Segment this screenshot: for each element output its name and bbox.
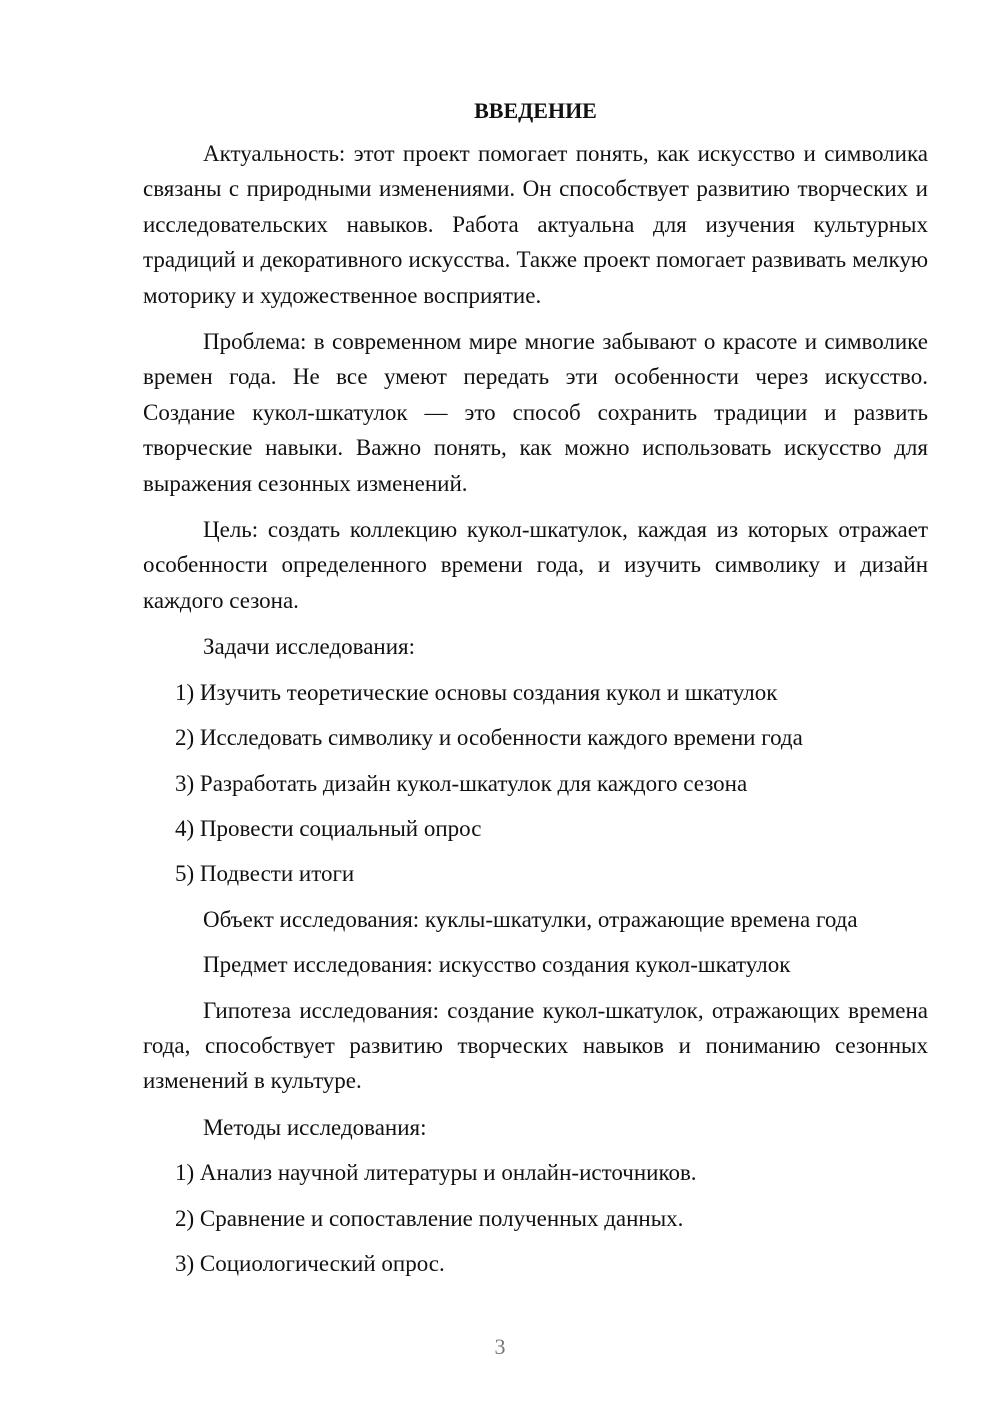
relevance-paragraph: Актуальность: этот проект помогает понять, как искусство и символика связаны с природными изменениями. Он способствует развитию творческих и исследовательских навыков. Работа актуальна для изучения культурных традиций и декоративного искусства. Также проект помогает развивать мелкую моторику и художественное восприятие. xyxy=(143,141,928,308)
list-item: 1) Изучить теоретические основы создания кукол и шкатулок xyxy=(175,679,778,705)
tasks-heading: Задачи исследования: xyxy=(203,634,416,660)
goal-paragraph: Цель: создать коллекцию кукол-шкатулок, каждая из которых отражает особенности определенного времени года, и изучить символику и дизайн каждого сезона. xyxy=(143,517,928,613)
list-item: 1) Анализ научной литературы и онлайн-источников. xyxy=(175,1160,697,1186)
list-item: 3) Разработать дизайн кукол-шкатулок для каждого сезона xyxy=(175,770,748,796)
hypothesis-paragraph: Гипотеза исследования: создание кукол-шкатулок, отражающих времена года, способствует развитию творческих навыков и пониманию сезонных изменений в культуре. xyxy=(143,997,928,1094)
methods-list xyxy=(143,1155,928,1281)
methods-heading: Методы исследования: xyxy=(203,1114,427,1140)
list-item: 5) Подвести итоги xyxy=(175,861,355,887)
page-title: ВВЕДЕНИЕ xyxy=(474,98,597,123)
problem-paragraph: Проблема: в современном мире многие забывают о красоте и символике времен года. Не все умеют передать эти особенности через искусство. Создание кукол-шкатулок — это способ сохранить традиции и развить творческие навыки. Важно понять, как можно использовать искусство для выражения сезонных изменений. xyxy=(143,329,928,496)
list-item: 4) Провести социальный опрос xyxy=(175,815,482,841)
subject-line: Предмет исследования: искусство создания кукол-шкатулок xyxy=(203,952,791,978)
object-line: Объект исследования: куклы-шкатулки, отражающие времена года xyxy=(203,906,858,932)
tasks-list xyxy=(143,675,928,892)
page-number: 3 xyxy=(494,1334,506,1359)
list-item: 2) Сравнение и сопоставление полученных данных. xyxy=(175,1205,684,1231)
list-item: 3) Социологический опрос. xyxy=(175,1250,445,1276)
list-item: 2) Исследовать символику и особенности каждого времени года xyxy=(175,725,803,751)
document-page xyxy=(143,96,928,1291)
